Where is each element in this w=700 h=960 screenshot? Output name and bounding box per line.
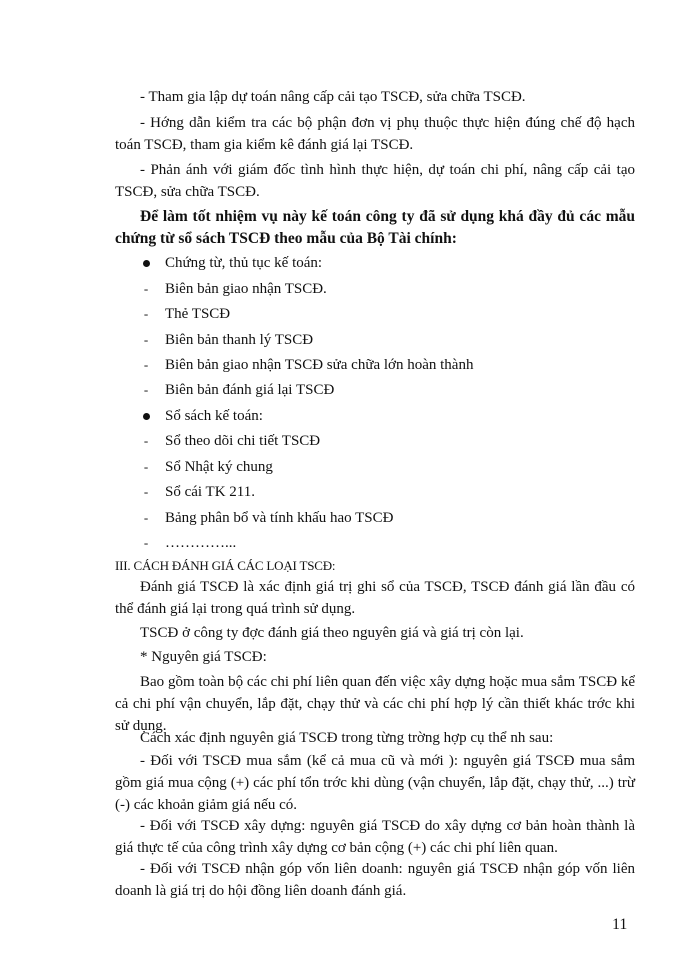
dash-icon: - — [143, 535, 149, 550]
dash-icon: - — [143, 510, 149, 525]
paragraph-huong-dan: - Hớng dẫn kiểm tra các bộ phận đơn vị phụ thuộc thực hiện đúng chế độ hạch toán TSCĐ, tham gia kiểm kê đánh giá lại TSCĐ. — [115, 115, 635, 153]
list-item: Biên bản đánh giá lại TSCĐ — [165, 382, 335, 398]
paragraph-bao-gom: Bao gồm toàn bộ các chi phí liên quan đến việc xây dựng hoặc mua sắm TSCĐ kể cả chi phí vận chuyển, lắp đặt, chạy thử và các chi phí hợp lý cần thiết khác trớc khi sử dụng. — [115, 674, 635, 734]
paragraph-gop-von: - Đối với TSCĐ nhận góp vốn liên doanh: nguyên giá TSCĐ nhận góp vốn liên doanh là giá trị do hội đồng liên doanh đánh giá. — [115, 861, 635, 899]
list-item: Sổ theo dõi chi tiết TSCĐ — [165, 433, 321, 449]
dash-icon: - — [143, 281, 149, 296]
page-number: 11 — [612, 916, 628, 933]
list-item: Sổ sách kế toán: — [165, 408, 263, 424]
subheading-nguyen-gia: * Nguyên giá TSCĐ: — [140, 649, 267, 665]
list-item: Thẻ TSCĐ — [165, 306, 231, 322]
bullet-icon — [140, 253, 152, 273]
list-item: Sổ Nhật ký chung — [165, 459, 273, 475]
paragraph-danh-gia: Đánh giá TSCĐ là xác định giá trị ghi sổ của TSCĐ, TSCĐ đánh giá lần đầu có thể đánh giá lại trong quá trình sử dụng. — [115, 579, 635, 617]
paragraph-mua-sam: - Đối với TSCĐ mua sắm (kể cả mua cũ và mới ): nguyên giá TSCĐ mua sắm gồm giá mua cộng (+) các phí tổn trớc khi dùng (vận chuyển, lắp đặt, chạy thử, ...) trừ (-) các khoản giảm giá nếu có. — [115, 753, 635, 813]
dash-icon: - — [143, 306, 149, 321]
dash-icon: - — [143, 382, 149, 397]
paragraph-cach-xac-dinh: Cách xác định nguyên giá TSCĐ trong từng trờng hợp cụ thể nh sau: — [140, 730, 554, 746]
paragraph-bold-intro: Để làm tốt nhiệm vụ này kế toán công ty đã sử dụng khá đầy đủ các mẫu chứng từ sổ sách TSCĐ theo mẫu của Bộ Tài chính: — [115, 208, 635, 247]
paragraph-tscd-cong-ty: TSCĐ ở công ty đợc đánh giá theo nguyên giá và giá trị còn lại. — [140, 625, 524, 641]
paragraph-xay-dung: - Đối với TSCĐ xây dựng: nguyên giá TSCĐ do xây dựng cơ bản hoàn thành là giá thực tế của công trình xây dựng cơ bản cộng (+) các chi phí liên quan. — [115, 818, 635, 856]
dash-icon: - — [143, 459, 149, 474]
dash-icon: - — [143, 484, 149, 499]
list-item: Biên bản thanh lý TSCĐ — [165, 332, 314, 348]
paragraph-phan-anh: - Phản ánh với giám đốc tình hình thực hiện, dự toán chi phí, nâng cấp cải tạo TSCĐ, sửa chữa TSCĐ. — [115, 162, 635, 200]
section-heading: III. CÁCH ĐÁNH GIÁ CÁC LOẠI TSCĐ: — [115, 558, 336, 573]
dash-icon: - — [143, 357, 149, 372]
list-item: …………... — [165, 535, 237, 551]
dash-icon: - — [143, 332, 149, 347]
bullet-icon — [140, 406, 152, 426]
dash-icon: - — [143, 433, 149, 448]
list-item: Bảng phân bổ và tính khấu hao TSCĐ — [165, 510, 394, 526]
list-item: Biên bản giao nhận TSCĐ sửa chữa lớn hoàn thành — [165, 357, 474, 373]
list-item: Sổ cái TK 211. — [165, 484, 255, 500]
list-item: Biên bản giao nhận TSCĐ. — [165, 281, 327, 297]
list-item: Chứng từ, thủ tục kế toán: — [165, 255, 323, 271]
paragraph-du-toan: - Tham gia lập dự toán nâng cấp cải tạo TSCĐ, sửa chữa TSCĐ. — [140, 89, 526, 105]
